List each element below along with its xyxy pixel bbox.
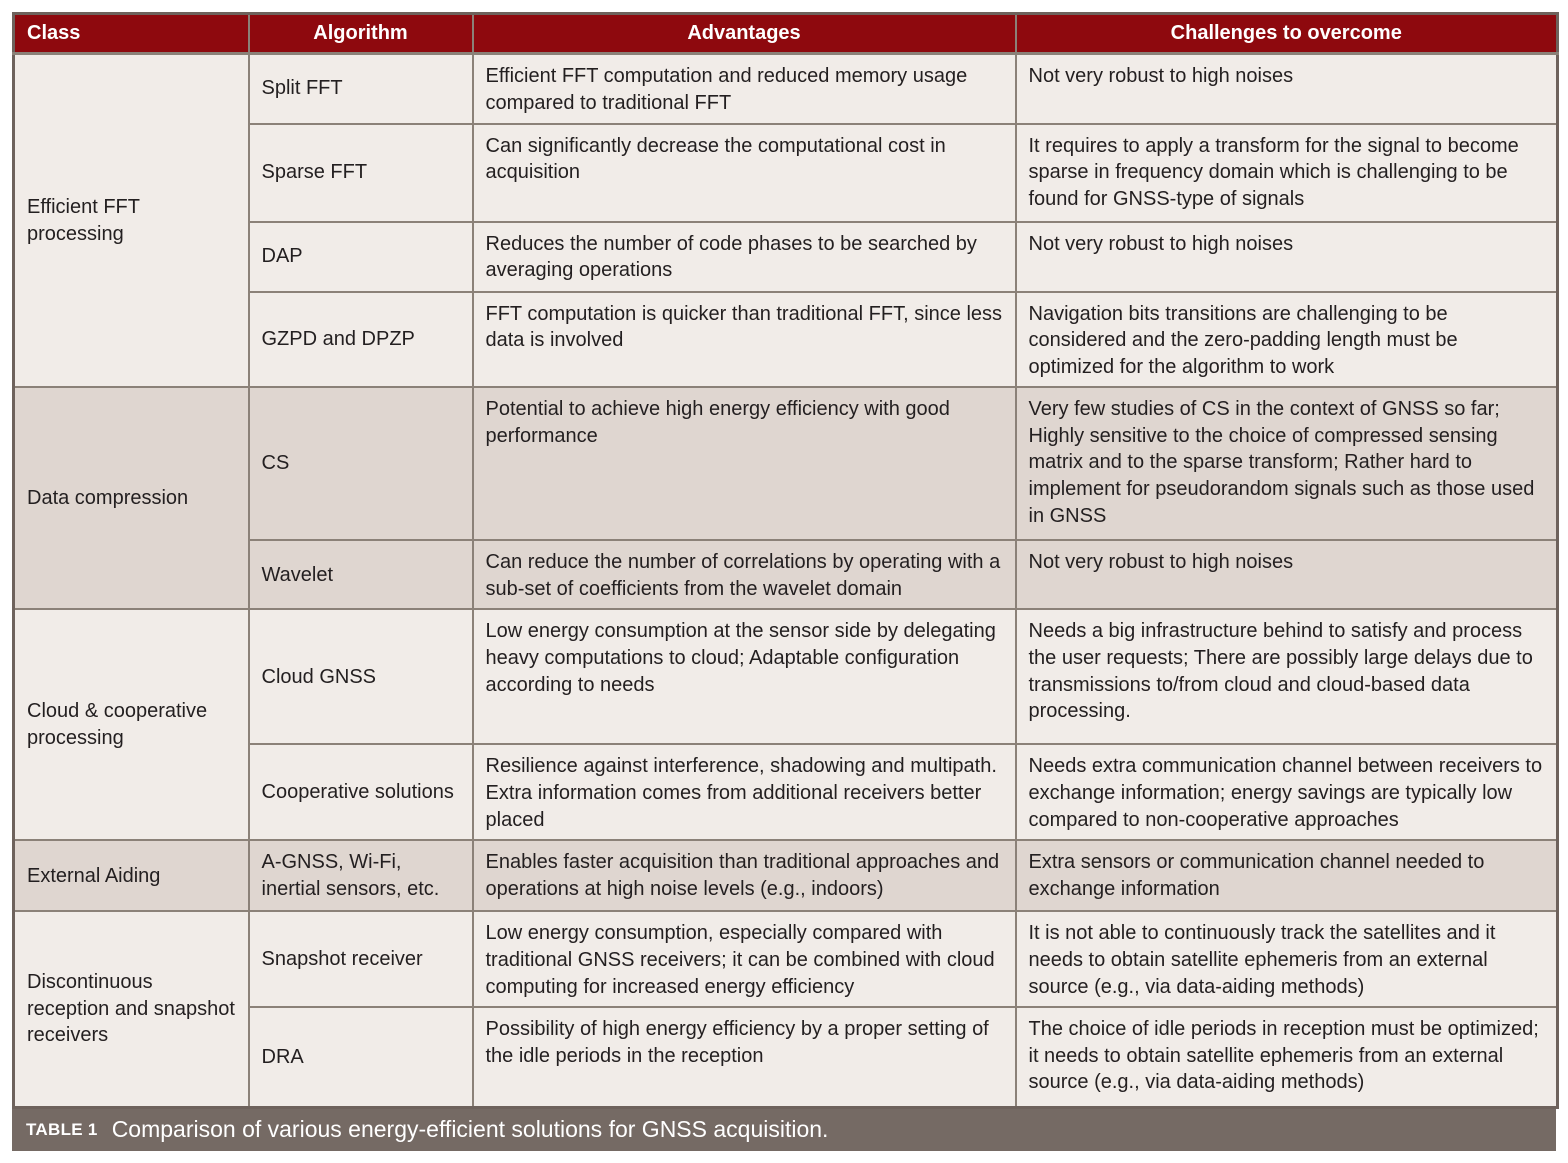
algorithm-cell: Cooperative solutions xyxy=(249,744,473,840)
caption-label: TABLE 1 xyxy=(26,1119,98,1139)
caption-text: Comparison of various energy-efficient solutions for GNSS acquisition. xyxy=(111,1116,829,1143)
challenges-cell: Not very robust to high noises xyxy=(1016,540,1558,609)
advantages-cell: FFT computation is quicker than traditional FFT, since less data is involved xyxy=(473,292,1016,388)
challenges-cell: Very few studies of CS in the context of GNSS so far; Highly sensitive to the choice of compressed sensing matrix and to the sparse transform; Rather hard to implement for pseudorandom signals such as those used in GNSS xyxy=(1016,387,1558,540)
advantages-cell: Efficient FFT computation and reduced memory usage compared to traditional FFT xyxy=(473,54,1016,124)
class-cell: Cloud & cooperative processing xyxy=(14,609,249,840)
advantages-cell: Reduces the number of code phases to be searched by averaging operations xyxy=(473,222,1016,292)
challenges-cell: It requires to apply a transform for the signal to become sparse in frequency domain which is challenging to be found for GNSS-type of signals xyxy=(1016,124,1558,222)
col-header-algorithm: Algorithm xyxy=(249,14,473,54)
table-row xyxy=(14,54,1558,124)
col-header-advantages: Advantages xyxy=(473,14,1016,54)
challenges-cell: Needs extra communication channel between receivers to exchange information; energy savings are typically low compared to non-cooperative approaches xyxy=(1016,744,1558,840)
advantages-cell: Enables faster acquisition than traditional approaches and operations at high noise levels (e.g., indoors) xyxy=(473,840,1016,911)
header-row xyxy=(14,14,1558,54)
algorithm-cell: A-GNSS, Wi-Fi, inertial sensors, etc. xyxy=(249,840,473,911)
algorithm-cell: GZPD and DPZP xyxy=(249,292,473,388)
challenges-cell: Not very robust to high noises xyxy=(1016,222,1558,292)
class-cell: External Aiding xyxy=(14,840,249,911)
challenges-cell: Needs a big infrastructure behind to satisfy and process the user requests; There are possibly large delays due to transmissions to/from cloud and cloud-based data processing. xyxy=(1016,609,1558,744)
advantages-cell: Can significantly decrease the computational cost in acquisition xyxy=(473,124,1016,222)
algorithm-cell: CS xyxy=(249,387,473,540)
advantages-cell: Can reduce the number of correlations by operating with a sub-set of coefficients from the wavelet domain xyxy=(473,540,1016,609)
comparison-table xyxy=(12,12,1559,1109)
col-header-challenges: Challenges to overcome xyxy=(1016,14,1558,54)
table-caption xyxy=(12,1109,1556,1151)
challenges-cell: Not very robust to high noises xyxy=(1016,54,1558,124)
algorithm-cell: DRA xyxy=(249,1007,473,1107)
table-row xyxy=(14,387,1558,540)
advantages-cell: Possibility of high energy efficiency by a proper setting of the idle periods in the reception xyxy=(473,1007,1016,1107)
advantages-cell: Low energy consumption, especially compared with traditional GNSS receivers; it can be combined with cloud computing for increased energy efficiency xyxy=(473,911,1016,1007)
table-row xyxy=(14,609,1558,744)
advantages-cell: Resilience against interference, shadowing and multipath. Extra information comes from additional receivers better placed xyxy=(473,744,1016,840)
algorithm-cell: Cloud GNSS xyxy=(249,609,473,744)
challenges-cell: Extra sensors or communication channel needed to exchange information xyxy=(1016,840,1558,911)
advantages-cell: Low energy consumption at the sensor side by delegating heavy computations to cloud; Adaptable configuration according to needs xyxy=(473,609,1016,744)
algorithm-cell: Snapshot receiver xyxy=(249,911,473,1007)
challenges-cell: It is not able to continuously track the satellites and it needs to obtain satellite ephemeris from an external source (e.g., via data-aiding methods) xyxy=(1016,911,1558,1007)
algorithm-cell: Split FFT xyxy=(249,54,473,124)
challenges-cell: Navigation bits transitions are challenging to be considered and the zero-padding length must be optimized for the algorithm to work xyxy=(1016,292,1558,388)
algorithm-cell: Wavelet xyxy=(249,540,473,609)
class-cell: Efficient FFT processing xyxy=(14,54,249,388)
advantages-cell: Potential to achieve high energy efficiency with good performance xyxy=(473,387,1016,540)
col-header-class: Class xyxy=(14,14,249,54)
challenges-cell: The choice of idle periods in reception must be optimized; it needs to obtain satellite ephemeris from an external source (e.g., via data-aiding methods) xyxy=(1016,1007,1558,1107)
table-row xyxy=(14,840,1558,911)
algorithm-cell: Sparse FFT xyxy=(249,124,473,222)
class-cell: Discontinuous reception and snapshot receivers xyxy=(14,911,249,1107)
algorithm-cell: DAP xyxy=(249,222,473,292)
class-cell: Data compression xyxy=(14,387,249,609)
table-row xyxy=(14,911,1558,1007)
